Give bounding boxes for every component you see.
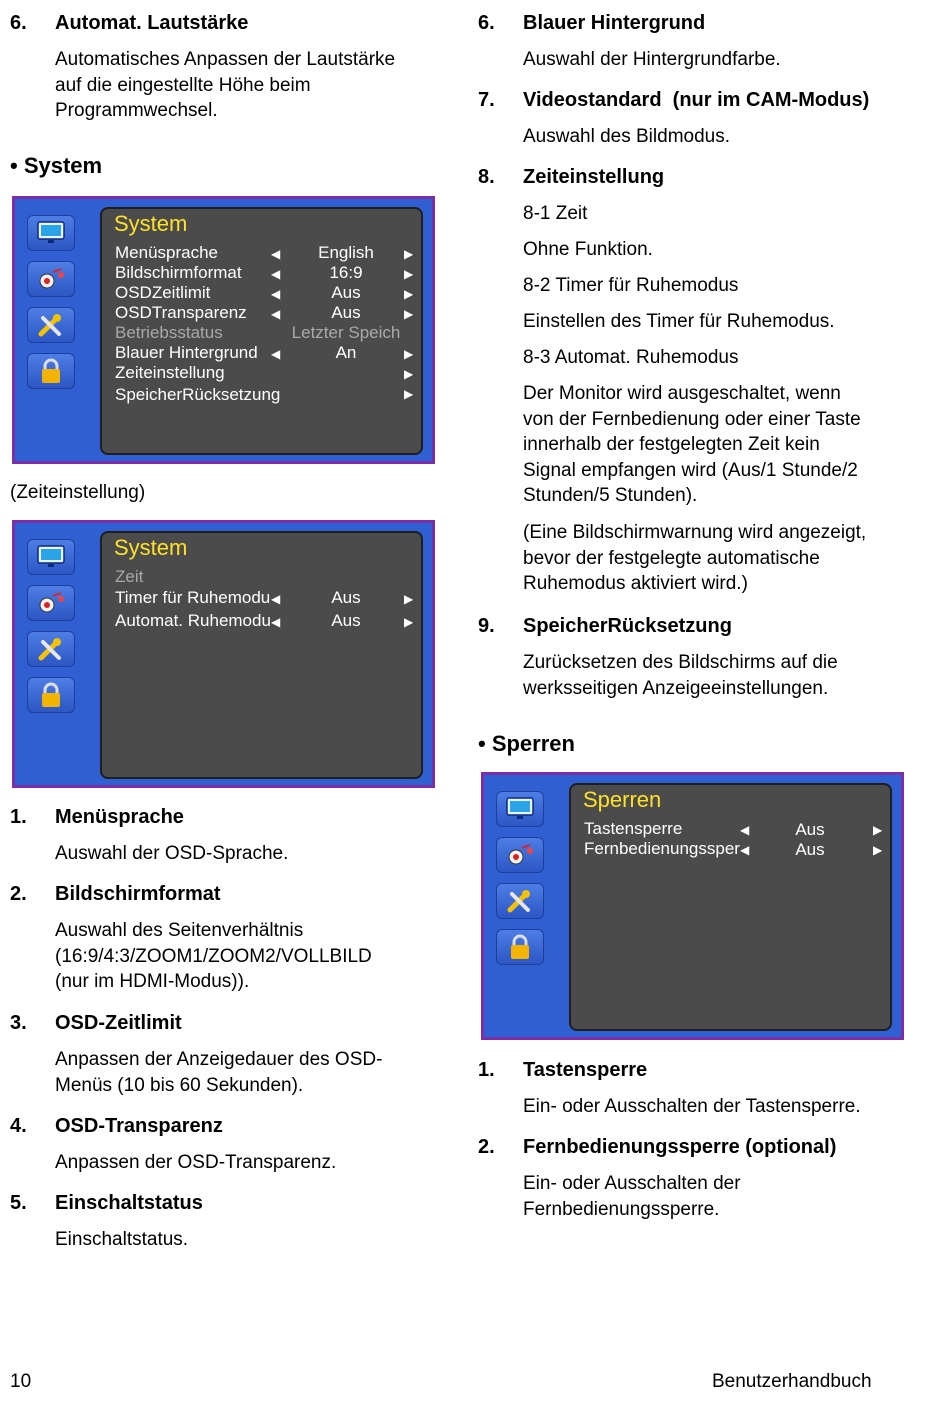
- arrow-right-icon: ▶: [404, 347, 414, 361]
- item-title: SpeicherRücksetzung: [523, 615, 732, 637]
- arrow-right-icon: ▶: [404, 247, 414, 261]
- speaker-icon: [27, 585, 75, 621]
- item-number: 9.: [478, 615, 495, 637]
- padlock-icon: [27, 353, 75, 389]
- item-description: Auswahl der Hintergrundfarbe.: [523, 49, 781, 70]
- arrow-right-icon: ▶: [404, 592, 414, 606]
- arrow-right-icon: ▶: [404, 615, 414, 629]
- osd-title: System: [114, 211, 188, 236]
- arrow-left-icon: ◀: [271, 347, 281, 361]
- item-title: Videostandard (nur im CAM-Modus): [523, 89, 870, 111]
- item-description: Auswahl der OSD-Sprache.: [55, 843, 289, 864]
- item-title: Zeiteinstellung: [523, 166, 665, 188]
- item-description: Auswahl des Seitenverhältnis (16:9/4:3/ZOOM1/ZOOM2/VOLLBILD (nur im HDMI-Modus)).: [55, 920, 372, 992]
- item-title: Blauer Hintergrund: [523, 12, 706, 34]
- item-description: Anpassen der Anzeigedauer des OSD- Menüs (10 bis 60 Sekunden).: [55, 1049, 383, 1096]
- osd-row-value: Aus: [331, 283, 361, 302]
- item-number: 8.: [478, 166, 495, 188]
- item-number: 1.: [478, 1059, 495, 1081]
- paragraph: (Eine Bildschirmwarnung wird angezeigt, bevor der festgelegte automatische Ruhemodus aktiviert wird.): [523, 522, 867, 594]
- item-title: Einschaltstatus: [55, 1192, 203, 1214]
- speaker-icon: [27, 261, 75, 297]
- item-number: 6.: [478, 12, 495, 34]
- section-heading-system: • System: [10, 153, 103, 178]
- osd-row-value: Aus: [331, 611, 361, 630]
- osd-row-value: Aus: [331, 588, 361, 607]
- osd-row-value: Aus: [795, 820, 825, 839]
- osd-row-label: Zeiteinstellung: [115, 363, 225, 382]
- arrow-right-icon: ▶: [404, 287, 414, 301]
- item-title: Tastensperre: [523, 1059, 648, 1081]
- arrow-right-icon: ▶: [404, 307, 414, 321]
- item-number: 7.: [478, 89, 495, 111]
- monitor-icon: [27, 539, 75, 575]
- osd-row-label: OSDTransparenz: [115, 303, 247, 322]
- item-description: Auswahl des Bildmodus.: [523, 126, 730, 147]
- item-description: Ein- oder Ausschalten der Tastensperre.: [523, 1096, 861, 1117]
- osd-panel: [100, 207, 423, 455]
- item-title: Bildschirmformat: [55, 883, 221, 905]
- arrow-right-icon: ▶: [873, 823, 883, 837]
- item-number: 2.: [10, 883, 27, 905]
- paragraph: Der Monitor wird ausgeschaltet, wenn von der Fernbedienung oder einer Taste innerhalb der festgelegten Zeit kein Signal empfangen wird (Aus/1 Stunde/2 Stunden/5 Stunden).: [523, 383, 861, 506]
- item-description: Automatisches Anpassen der Lautstärke auf die eingestellte Höhe beim Programmwechsel.: [55, 49, 396, 121]
- tools-icon: [27, 631, 75, 667]
- item-description: Anpassen der OSD-Transparenz.: [55, 1152, 337, 1173]
- caption: (Zeiteinstellung): [10, 482, 146, 503]
- item-title: Menüsprache: [55, 806, 184, 828]
- arrow-left-icon: ◀: [271, 287, 281, 301]
- page-number: 10: [10, 1371, 32, 1392]
- osd-row-value: 16:9: [329, 263, 363, 282]
- arrow-left-icon: ◀: [271, 307, 281, 321]
- osd-row-value: Letzter Speich: [291, 323, 401, 342]
- item-number: 2.: [478, 1136, 495, 1158]
- osd-menu-system: [12, 196, 435, 464]
- arrow-right-icon: ▶: [404, 367, 414, 381]
- arrow-left-icon: ◀: [271, 267, 281, 281]
- paragraph: 8-2 Timer für Ruhemodus: [523, 275, 739, 296]
- arrow-left-icon: ◀: [740, 843, 750, 857]
- arrow-right-icon: ▶: [404, 267, 414, 281]
- osd-row-value: An: [335, 343, 357, 362]
- monitor-icon: [27, 215, 75, 251]
- tools-icon: [27, 307, 75, 343]
- arrow-left-icon: ◀: [271, 592, 281, 606]
- padlock-icon: [27, 677, 75, 713]
- padlock-icon: [496, 929, 544, 965]
- item-number: 6.: [10, 12, 27, 34]
- osd-row-label: Betriebsstatus: [115, 323, 223, 342]
- paragraph: Ohne Funktion.: [523, 239, 653, 260]
- osd-row-label: Fernbedienungssper: [584, 839, 740, 858]
- paragraph: Einstellen des Timer für Ruhemodus.: [523, 311, 835, 332]
- osd-row-label: OSDZeitlimit: [115, 283, 211, 302]
- footer-manual-title: Benutzerhandbuch: [712, 1371, 872, 1392]
- osd-menu-sperren: [481, 772, 904, 1040]
- item-title: Fernbedienungssperre (optional): [523, 1136, 837, 1158]
- osd-panel: [100, 531, 423, 779]
- osd-title: System: [114, 535, 188, 560]
- osd-row-value: Aus: [795, 840, 825, 859]
- osd-row-label: Tastensperre: [584, 819, 683, 838]
- item-number: 3.: [10, 1012, 27, 1034]
- paragraph: 8-1 Zeit: [523, 203, 588, 224]
- item-description: Ein- oder Ausschalten der Fernbedienungssperre.: [523, 1173, 741, 1220]
- osd-panel: [569, 783, 892, 1031]
- arrow-left-icon: ◀: [740, 823, 750, 837]
- osd-row-label: Menüsprache: [115, 243, 219, 262]
- item-title: Automat. Lautstärke: [55, 12, 249, 34]
- item-title: OSD-Zeitlimit: [55, 1012, 182, 1034]
- osd-row-label: Zeit: [115, 567, 144, 586]
- osd-menu-zeiteinstellung: [12, 520, 435, 788]
- osd-row-label: Automat. Ruhemodu: [115, 611, 271, 630]
- paragraph: 8-3 Automat. Ruhemodus: [523, 347, 739, 368]
- monitor-icon: [496, 791, 544, 827]
- osd-row-label: Timer für Ruhemodu: [115, 588, 271, 607]
- item-description: Einschaltstatus.: [55, 1229, 189, 1250]
- speaker-icon: [496, 837, 544, 873]
- osd-row-value: Aus: [331, 303, 361, 322]
- osd-title: Sperren: [583, 787, 662, 812]
- section-heading-sperren: • Sperren: [478, 731, 575, 756]
- osd-row-value: English: [318, 243, 374, 262]
- item-number: 1.: [10, 806, 27, 828]
- osd-row-label: SpeicherRücksetzung: [115, 385, 281, 404]
- arrow-right-icon: ▶: [873, 843, 883, 857]
- arrow-left-icon: ◀: [271, 615, 281, 629]
- arrow-right-icon: ▶: [404, 387, 414, 401]
- item-description: Zurücksetzen des Bildschirms auf die werksseitigen Anzeigeeinstellungen.: [523, 652, 838, 699]
- arrow-left-icon: ◀: [271, 247, 281, 261]
- osd-row-label: Blauer Hintergrund: [115, 343, 258, 362]
- tools-icon: [496, 883, 544, 919]
- osd-row-label: Bildschirmformat: [115, 263, 242, 282]
- item-number: 5.: [10, 1192, 27, 1214]
- item-title: OSD-Transparenz: [55, 1115, 223, 1137]
- item-number: 4.: [10, 1115, 27, 1137]
